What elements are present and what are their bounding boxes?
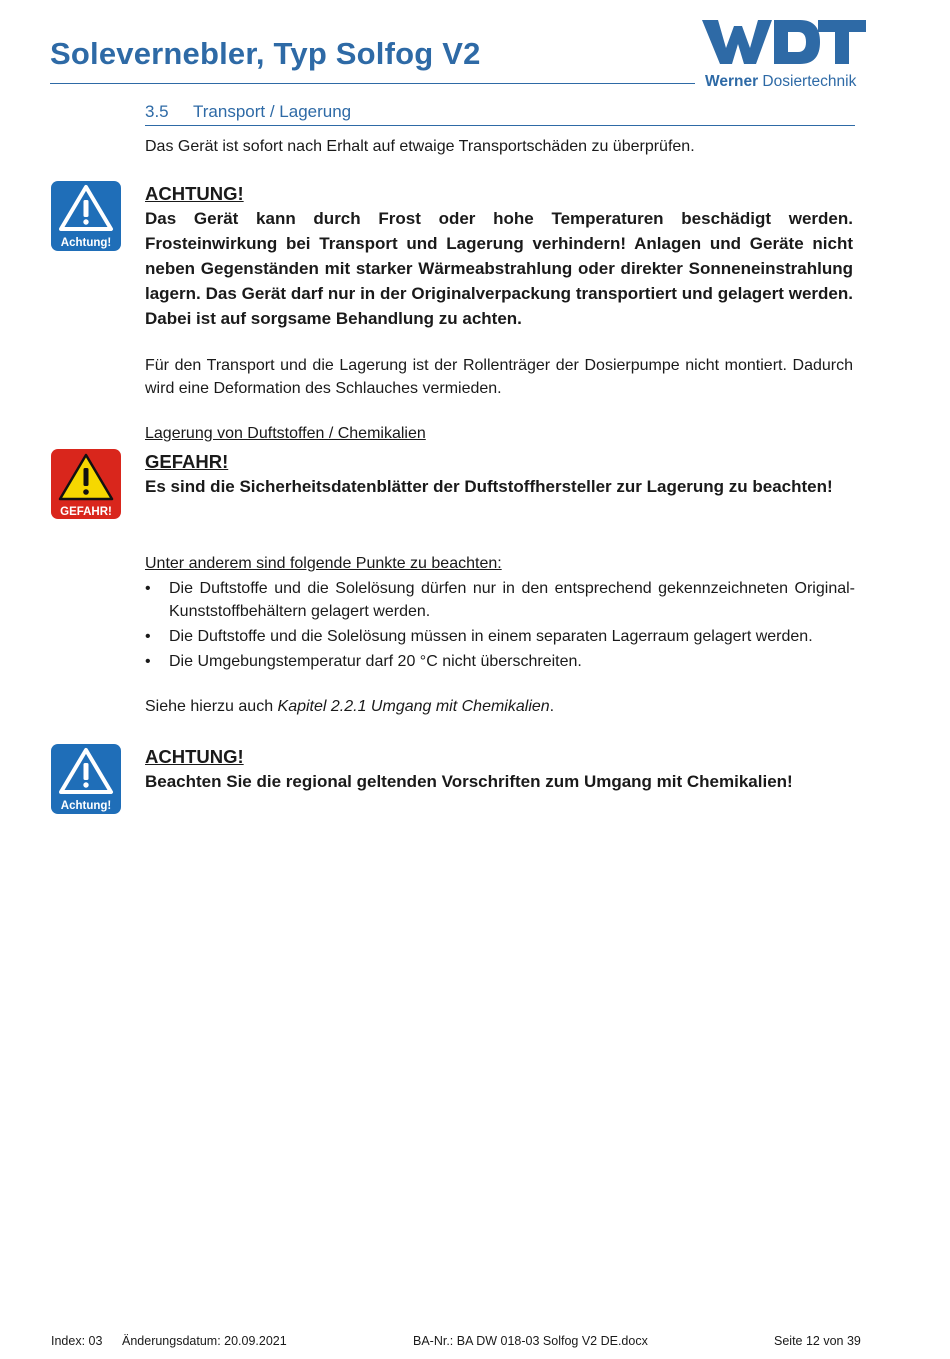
footer-doc-number: BA-Nr.: BA DW 018-03 Solfog V2 DE.docx	[413, 1334, 648, 1348]
footer-page-number: Seite 12 von 39	[774, 1334, 861, 1348]
list-item: • Die Umgebungstemperatur darf 20 °C nicht überschreiten.	[145, 653, 582, 670]
header-divider	[50, 83, 695, 84]
storage-heading: Lagerung von Duftstoffen / Chemikalien	[145, 425, 426, 442]
warning-block-2	[145, 744, 853, 794]
warning-text: Beachten Sie die regional geltenden Vorschriften zum Umgang mit Chemikalien!	[145, 772, 793, 791]
section-title: Transport / Lagerung	[193, 102, 352, 121]
intro-paragraph: Das Gerät ist sofort nach Erhalt auf etwaige Transportschäden zu überprüfen.	[145, 138, 695, 155]
footer-date: Änderungsdatum: 20.09.2021	[122, 1334, 287, 1348]
warning-sign-icon	[51, 181, 121, 251]
svg-text:Achtung!: Achtung!	[60, 800, 112, 812]
svg-text:Achtung!: Achtung!	[60, 237, 112, 249]
list-item: • Die Duftstoffe und die Solelösung müssen in einem separaten Lagerraum gelagert werden.	[145, 628, 813, 645]
document-title: Solevernebler, Typ Solfog V2	[50, 36, 481, 71]
svg-text:GEFAHR!: GEFAHR!	[60, 506, 112, 518]
see-also-paragraph: Siehe hierzu auch Kapitel 2.2.1 Umgang mit Chemikalien.	[145, 698, 555, 715]
footer-index: Index: 03	[51, 1334, 103, 1348]
company-logo	[702, 18, 867, 98]
danger-sign-icon	[51, 449, 121, 519]
wdt-logo-mark	[702, 18, 867, 70]
signal-word-achtung: ACHTUNG!	[145, 746, 244, 767]
warning-block-1	[145, 181, 853, 331]
section-number: 3.5	[145, 102, 169, 121]
list-item: • Die Duftstoffe und die Solelösung dürfen nur in den entsprechend gekennzeichneten Original-Kunststoffbehältern gelagert werden.	[145, 580, 855, 620]
points-intro: Unter anderem sind folgende Punkte zu beachten:	[145, 555, 502, 572]
warning-sign-icon	[51, 744, 121, 814]
warning-text: Das Gerät kann durch Frost oder hohe Temperaturen beschädigt werden. Frosteinwirkung bei Transport und Lagerung verhindern! Anlagen und Geräte nicht neben Gegenständen mit starker Wärmeabstrahlung oder direkter Sonneneinstrahlung lagern. Das Gerät darf nur in der Originalverpackung transportiert und gelagert werden. Dabei ist auf sorgsame Behandlung zu achten.	[145, 209, 853, 328]
company-name: Werner Dosiertechnik	[705, 73, 857, 90]
signal-word-gefahr: GEFAHR!	[145, 451, 229, 472]
transport-note: Für den Transport und die Lagerung ist der Rollenträger der Dosierpumpe nicht montiert. Dadurch wird eine Deformation des Schlauches vermieden.	[145, 357, 853, 397]
points-list	[145, 577, 855, 675]
danger-block	[145, 449, 853, 499]
danger-text: Es sind die Sicherheitsdatenblätter der Duftstoffhersteller zur Lagerung zu beachten!	[145, 477, 833, 496]
section-heading	[145, 102, 855, 126]
chapter-reference: Kapitel 2.2.1 Umgang mit Chemikalien	[277, 698, 550, 715]
signal-word-achtung: ACHTUNG!	[145, 183, 244, 204]
